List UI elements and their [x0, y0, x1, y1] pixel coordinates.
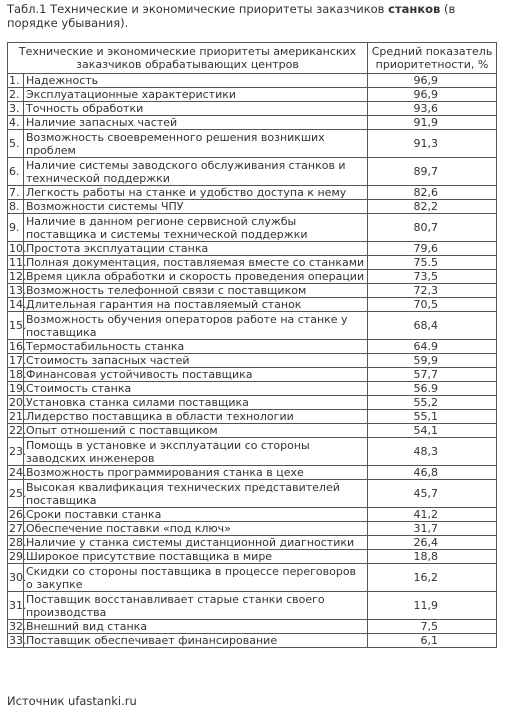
criterion-cell: Наличие системы заводского обслуживания станков и технической поддержки: [24, 158, 368, 186]
criterion-cell: Скидки со стороны поставщика в процессе переговоров о закупке: [24, 564, 368, 592]
row-number: 5.: [8, 130, 24, 158]
value-cell: 82,2: [368, 200, 497, 214]
criterion-cell: Возможность телефонной связи с поставщиком: [24, 284, 368, 298]
value-cell: 73,5: [368, 270, 497, 284]
criterion-cell: Финансовая устойчивость поставщика: [24, 368, 368, 382]
table-row: [8, 634, 497, 648]
criterion-cell: Сроки поставки станка: [24, 508, 368, 522]
value-cell: 11,9: [368, 592, 497, 620]
table-row: [8, 550, 497, 564]
table-row: [8, 102, 497, 116]
value-cell: 31,7: [368, 522, 497, 536]
value-column-header: Средний показатель приоритетности, %: [368, 43, 497, 74]
table-row: [8, 200, 497, 214]
criterion-cell: Широкое присутствие поставщика в мире: [24, 550, 368, 564]
row-number: 4.: [8, 116, 24, 130]
value-cell: 82,6: [368, 186, 497, 200]
criterion-cell: Легкость работы на станке и удобство доступа к нему: [24, 186, 368, 200]
table-row: [8, 130, 497, 158]
table-row: [8, 116, 497, 130]
criterion-cell: Стоимость станка: [24, 382, 368, 396]
value-cell: 16,2: [368, 564, 497, 592]
priorities-table: [7, 42, 497, 648]
value-cell: 75.5: [368, 256, 497, 270]
criterion-cell: Стоимость запасных частей: [24, 354, 368, 368]
row-number: 12.: [9, 270, 27, 283]
row-number: 29.: [9, 550, 27, 563]
criterion-cell: Возможности системы ЧПУ: [24, 200, 368, 214]
row-number: 11.: [9, 256, 27, 269]
row-number: 25.: [8, 480, 24, 508]
value-cell: 7,5: [368, 620, 497, 634]
criterion-cell: Эксплуатационные характеристики: [24, 88, 368, 102]
table-row: [8, 522, 497, 536]
value-cell: 68,4: [368, 312, 497, 340]
value-cell: 54,1: [368, 424, 497, 438]
criterion-cell: Длительная гарантия на поставляемый станок: [24, 298, 368, 312]
value-cell: 96,9: [368, 74, 497, 88]
criterion-cell: Простота эксплуатации станка: [24, 242, 368, 256]
row-number: 7.: [8, 186, 24, 200]
row-number: 22.: [9, 424, 27, 437]
criterion-cell: Возможность программирования станка в цехе: [24, 466, 368, 480]
value-cell: 59,9: [368, 354, 497, 368]
row-number: 32.: [9, 620, 27, 633]
value-cell: 45,7: [368, 480, 497, 508]
value-cell: 96,9: [368, 88, 497, 102]
table-row: [8, 298, 497, 312]
source-note: Источник ufastanki.ru: [7, 694, 137, 708]
table-row: [8, 186, 497, 200]
row-number: 28.: [9, 536, 27, 549]
table-body: [8, 74, 497, 648]
value-cell: 48,3: [368, 438, 497, 466]
row-number: 20.: [9, 396, 27, 409]
table-row: [8, 312, 497, 340]
caption-suffix: (в порядке убывания).: [7, 2, 456, 30]
criterion-cell: Высокая квалификация технических представителей поставщика: [24, 480, 368, 508]
value-cell: 56.9: [368, 382, 497, 396]
value-cell: 89,7: [368, 158, 497, 186]
table-row: [8, 88, 497, 102]
row-number: 10.: [9, 242, 27, 255]
criterion-cell: Наличие в данном регионе сервисной службы поставщика и системы технической поддержки: [24, 214, 368, 242]
criterion-cell: Обеспечение поставки «под ключ»: [24, 522, 368, 536]
criterion-cell: Помощь в установке и эксплуатации со стороны заводских инженеров: [24, 438, 368, 466]
value-cell: 41,2: [368, 508, 497, 522]
value-cell: 70,5: [368, 298, 497, 312]
row-number: 15.: [8, 312, 24, 340]
row-number: 31.: [8, 592, 24, 620]
row-number: 33.: [9, 634, 27, 647]
table-row: [8, 74, 497, 88]
row-number: 14.: [9, 298, 27, 311]
criterion-cell: Надежность: [24, 74, 368, 88]
table-row: [8, 438, 497, 466]
row-number: 16.: [9, 340, 27, 353]
criterion-cell: Точность обработки: [24, 102, 368, 116]
table-row: [8, 564, 497, 592]
table-row: [8, 270, 497, 284]
table-header-row: [8, 43, 497, 74]
value-cell: 55,2: [368, 396, 497, 410]
criterion-cell: Термостабильность станка: [24, 340, 368, 354]
row-number: 3.: [8, 102, 24, 116]
value-cell: 91,3: [368, 130, 497, 158]
table-row: [8, 256, 497, 270]
row-number: 13.: [9, 284, 27, 297]
table-row: [8, 424, 497, 438]
table-row: [8, 368, 497, 382]
table-caption: [7, 2, 503, 30]
row-number: 1.: [8, 74, 24, 88]
criterion-cell: Возможность обучения операторов работе на станке у поставщика: [24, 312, 368, 340]
row-number: 19.: [9, 382, 27, 395]
value-cell: 93,6: [368, 102, 497, 116]
value-cell: 55,1: [368, 410, 497, 424]
table-row: [8, 284, 497, 298]
table-row: [8, 536, 497, 550]
criterion-cell: Опыт отношений с поставщиком: [24, 424, 368, 438]
criterion-cell: Полная документация, поставляемая вместе со станками: [24, 256, 368, 270]
table-row: [8, 214, 497, 242]
table-row: [8, 480, 497, 508]
table-row: [8, 508, 497, 522]
row-number: 2.: [8, 88, 24, 102]
row-number: 23.: [8, 438, 24, 466]
value-cell: 91,9: [368, 116, 497, 130]
value-cell: 6,1: [368, 634, 497, 648]
table-row: [8, 242, 497, 256]
table-row: [8, 396, 497, 410]
table-row: [8, 158, 497, 186]
value-cell: 80,7: [368, 214, 497, 242]
table-row: [8, 592, 497, 620]
row-number: 27.: [9, 522, 27, 535]
row-number: 17.: [9, 354, 27, 367]
row-number: 26.: [9, 508, 27, 521]
table-row: [8, 340, 497, 354]
criterion-cell: Лидерство поставщика в области технологии: [24, 410, 368, 424]
row-number: 18.: [9, 368, 27, 381]
row-number: 8.: [8, 200, 24, 214]
value-cell: 18,8: [368, 550, 497, 564]
table-row: [8, 410, 497, 424]
caption-text: Табл.1 Технические и экономические приоритеты заказчиков: [7, 2, 389, 16]
criterion-cell: Возможность своевременного решения возникших проблем: [24, 130, 368, 158]
value-cell: 64.9: [368, 340, 497, 354]
table-row: [8, 382, 497, 396]
criterion-cell: Установка станка силами поставщика: [24, 396, 368, 410]
table-row: [8, 466, 497, 480]
criterion-cell: Внешний вид станка: [24, 620, 368, 634]
row-number: 9.: [8, 214, 24, 242]
criterion-cell: Поставщик восстанавливает старые станки своего производства: [24, 592, 368, 620]
caption-bold-text: станков: [388, 2, 441, 16]
row-number: 24.: [9, 466, 27, 479]
row-number: 21.: [9, 410, 27, 423]
value-cell: 79,6: [368, 242, 497, 256]
value-cell: 57,7: [368, 368, 497, 382]
value-cell: 72,3: [368, 284, 497, 298]
row-number: 6.: [8, 158, 24, 186]
table-row: [8, 354, 497, 368]
criterion-cell: Поставщик обеспечивает финансирование: [24, 634, 368, 648]
criterion-cell: Время цикла обработки и скорость проведения операции: [24, 270, 368, 284]
criterion-cell: Наличие запасных частей: [24, 116, 368, 130]
criteria-column-header: Технические и экономические приоритеты американских заказчиков обрабатывающих центров: [8, 43, 368, 74]
table-row: [8, 620, 497, 634]
value-cell: 26,4: [368, 536, 497, 550]
value-cell: 46,8: [368, 466, 497, 480]
row-number: 30.: [8, 564, 24, 592]
criterion-cell: Наличие у станка системы дистанционной диагностики: [24, 536, 368, 550]
